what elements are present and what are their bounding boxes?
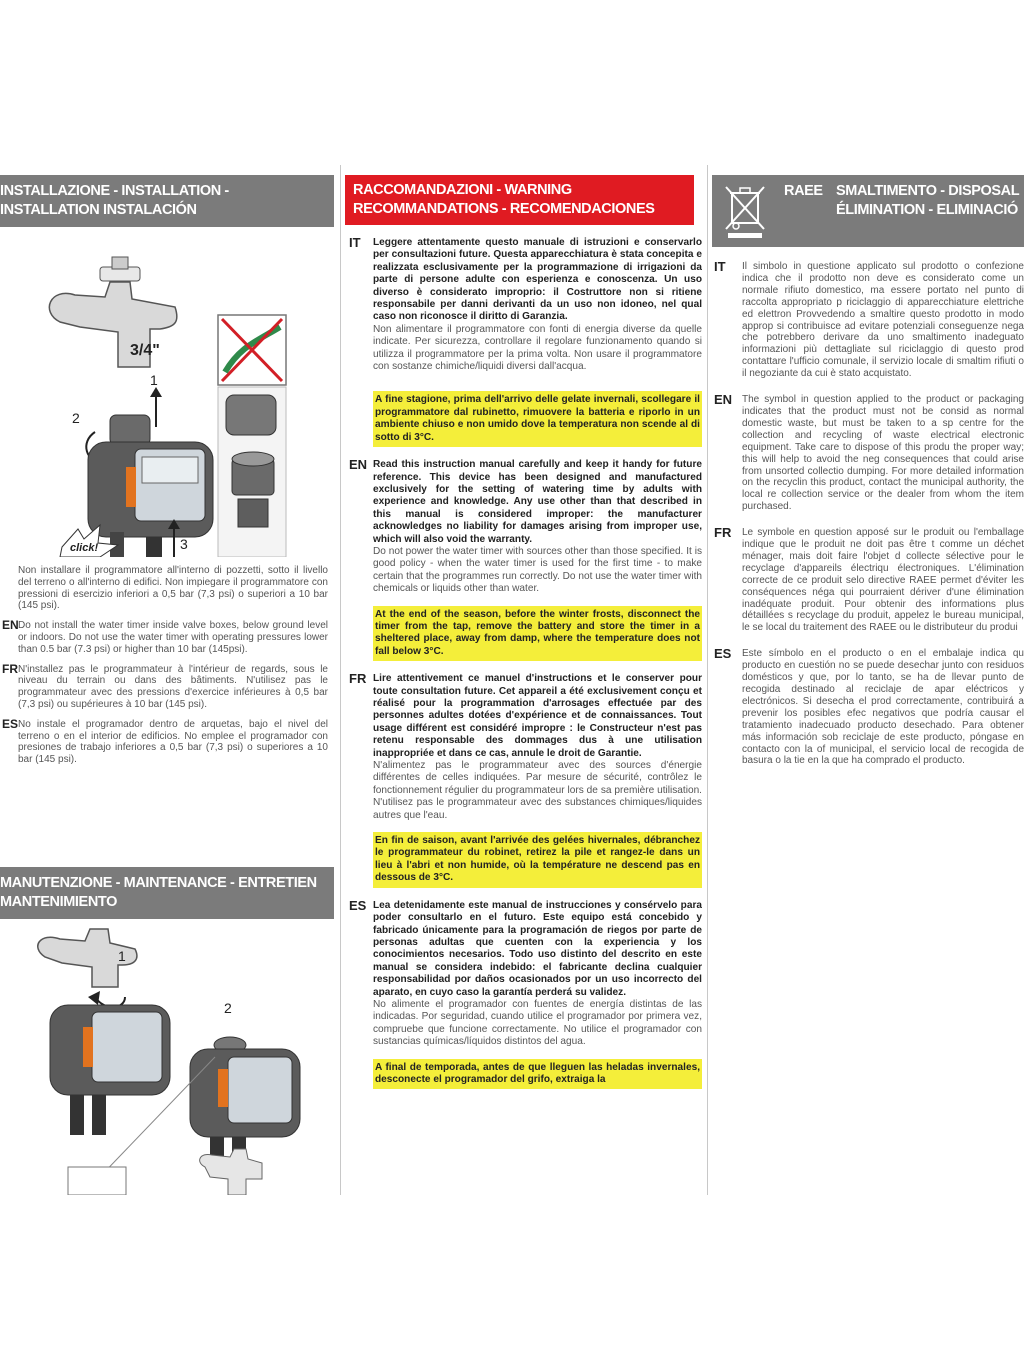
lang-code: EN [714, 392, 733, 408]
warning-header [345, 175, 694, 225]
note-it [0, 565, 334, 612]
lang-code: IT [349, 235, 361, 250]
lang-code: IT [714, 259, 726, 274]
disposal-en [712, 394, 1024, 513]
warning-es [345, 897, 702, 1090]
maintenance-illustration [0, 917, 334, 1195]
warning-light-text: Non alimentare il programmatore con fonti di energia diverse da quelle indicate. Per sicurezza, controllare il regolare funzionamento quando si utilizza il programmatore per la prima volta. Non usare il programmatore con sostanze chimiche/liquidi diversi dall'acqua. [373, 323, 702, 373]
lang-code: EN [349, 457, 368, 473]
raee-label: RAEE [784, 183, 823, 199]
water-timer-icon [88, 415, 213, 557]
warning-bold-text: Leggere attentamente questo manuale di istruzioni e conservarlo per consultazioni future. Questa apparecchiatura è stata concepita e realizzata esclusivamente per la programmazione di irrigazioni da parte di persone adulte con esperienza e conoscenza. Un uso diverso è considerato improprio: il Costruttore non si ritiene responsabile per danni derivanti da un uso non idoneo, nel qual caso non riconosce il diritto di Garanzia. [373, 237, 702, 323]
warning-bold-text: Lire attentivement ce manuel d'instructions et le conserver pour toute consultation future. Cet appareil a été exclusivement conçu et réalisé pour la programmation d'arrosages effectuée par des personnes adultes dotées d'expérience et de connaissances. Tout usage différent est considéré impropre : le Constructeur n'est pas retenu responsable des dommages dus à une utilisation inappropriée et dans ce cas, annule le droit de Garantie. [373, 673, 702, 759]
note-en [0, 620, 334, 655]
disposal-fr [712, 527, 1024, 634]
warning-fr [345, 673, 702, 888]
lang-code: FR [349, 671, 367, 687]
warning-bold-text: Lea detenidamente este manual de instrucciones y consérvelo para poder consultarlo en el futuro. Este equipo está concebido y fabricado únicamente para la programación de riegos por parte de personas adultas que cuenten con la experiencia y los conocimientos necesarios. Todo uso distinto del descrito en este manual se considera indebido: el fabricante declina cualquier responsabilidad por daños ocasionados por un uso incorrecto del aparato, en cuyo caso la garantía perderá su validez. [373, 899, 702, 998]
installation-header: INSTALLAZIONE - INSTALLATION - INSTALLATION INSTALACIÓN [0, 175, 334, 227]
warning-it [345, 237, 702, 447]
maintenance-figure [0, 917, 334, 1195]
maint-step-2-label: 2 [224, 1000, 232, 1016]
disposal-text: Le symbole en question apposé sur le produit ou l'emballage indique que le produit ne doit pas être t comme un déchet ménager, mais doit faire l'objet d collecte sélective pour le recyclage d'appareils électriqu électroniques. L'élimination correcte de ce produit selo directive RAEE permet d'éviter les conséquences néga qui pourraient dériver d'une élimination inadéquate produit. Pour obtenir des informations plus détaillées s recyclage du produit, appelez le bureau municipal, le se local du traitement des RAEE ou le distributeur du produi [742, 527, 1024, 634]
disposal-text: Il simbolo in questione applicato sul prodotto o confezione indica che il prodotto non deve es considerato come un normale rifiuto domestico, ma essere portato nel punto di raccolta appropriato p riciclaggio di apparecchiature elettriche ed elettron Provvedendo a smaltire questo prodotto in modo approp si contribuisce ad evitare potenziali conseguenze nega che potrebbero derivare da uno smaltimento inadeguato informazioni più dettagliate sul riciclaggio di questo prod contattare l'ufficio comunale, il servizio locale di smaltim rifiuti o il negoziante da cui è stato acquistato. [742, 261, 1024, 380]
lang-code: EN [2, 618, 19, 633]
warning-light-text: Do not power the water timer with sources other than those specified. It is good policy - when the water timer is used for the first time - to make certain that the programmes run correctly. Do not use the water timer with chemicals or liquids other than water. [373, 545, 702, 595]
no-hose-icon [218, 315, 286, 385]
installation-notes [0, 565, 334, 766]
disposal-header [712, 175, 1024, 247]
crossed-bin-icon [722, 183, 770, 239]
installation-illustration [0, 227, 334, 557]
warning-light-text: No alimente el programador con fuentes de energía distintas de las indicadas. Por seguridad, cuando utilice el programador por primera vez, compruebe que funcione correctamente. No utilice el programador con sustancias químicas/líquidos distintos del agua. [373, 998, 702, 1048]
disposal-title [836, 182, 1019, 220]
column-divider [340, 165, 341, 1195]
installation-figure [0, 227, 334, 557]
column-divider [707, 165, 708, 1195]
disposal-it [712, 261, 1024, 380]
tap-icon [200, 1149, 262, 1195]
warning-en [345, 459, 702, 661]
lang-code: ES [349, 897, 367, 913]
maintenance-header: MANUTENZIONE - MAINTENANCE - ENTRETIEN MANTENIMIENTO [0, 867, 334, 919]
warning-highlight: En fin de saison, avant l'arrivée des gelées hivernales, débranchez le programmateur du robinet, retirez la pile et rangez-le dans un lieu à l'abri et non humide, où la température ne descend pas en dessous de 3°C. [373, 832, 702, 888]
disposal-header-line1: SMALTIMENTO - DISPOSAL [836, 183, 1020, 199]
note-text: Do not install the water timer inside valve boxes, below ground level or indoors. Do not use the water timer with operating pressures lower than 0.5 bar (7.3 psi) or higher than 10 bar (145psi). [18, 620, 328, 655]
instruction-sheet [0, 165, 1024, 1195]
warning-header-line2: RECOMMANDATIONS - RECOMENDACIONES [353, 201, 655, 217]
lang-code: FR [2, 661, 18, 676]
warning-header-line1: RACCOMANDAZIONI - WARNING [353, 182, 572, 198]
warning-highlight: A fine stagione, prima dell'arrivo delle gelate invernali, scollegare il programmatore dal rubinetto, rimuovere la batteria e riporlo in un ambiente chiuso e non umido dove la temperatura non scende al di sotto di 3°C. [373, 391, 702, 447]
note-es [0, 716, 334, 766]
step-2-label: 2 [72, 410, 80, 426]
adapter-detail-icon [218, 387, 286, 557]
disposal-text: The symbol in question applied to the product or packaging indicates that the product must not be consid as normal domestic waste, but must be taken to a sp centre for the collection and recycling of waste electrical electronic equipment. Take care to dispose of this produ the proper way; this will help to avoid the neg consequences that could arise from unsorted collectio dumping. For more detailed information on the recyclin this product, contact the municipal authority, the local re collection service or the dealer from whom the item purchased. [742, 394, 1024, 513]
note-text: N'installez pas le programmateur à l'intérieur de regards, sous le niveau du terrain ou dans des bâtiments. N'utilisez pas le programmateur avec des pressions d'exercice inférieures à 0,5 bar (7,3 psi) ou supérieures à 10 bar (145 psi). [18, 663, 328, 710]
lang-code: FR [714, 525, 732, 541]
warning-bold-text: Read this instruction manual carefully and keep it handy for future reference. This device has been designed and manufactured exclusively for the setting of watering time by adults with experience and knowledge. Any use other than that described in this manual is considered improper: the manufacturer acknowledges no liability for damages arising from improper use, which will also void the warranty. [373, 459, 702, 545]
size-label: 3/4" [130, 342, 160, 359]
warning-highlight: At the end of the season, before the winter frosts, disconnect the timer from the tap, remove the battery and store the timer in a sheltered place, away from damp, where the temperature does not fall below 3°C. [373, 606, 702, 662]
step-1-label: 1 [150, 372, 158, 388]
lang-code: ES [2, 716, 19, 731]
disposal-es [712, 648, 1024, 767]
disposal-header-line2: ÉLIMINATION - ELIMINACIÓ [836, 202, 1018, 218]
warning-light-text: N'alimentez pas le programmateur avec des sources d'énergie différentes de celles indiquées. Par mesure de sécurité, contrôlez le fonctionnement régulier du programmateur lors de sa première utilisation. N'utilisez pas le programmateur avec des substances chimiques/liquides autres que l'eau. [373, 760, 702, 821]
maint-step-1-label: 1 [118, 948, 126, 964]
disposal-text: Este símbolo en el producto o en el embalaje indica qu producto en cuestión no se puede desechar junto con residuos domésticos y que, por lo tanto, se ha de llevar punto de recogida destinado al reciclaje de apar eléctricos y electrónicos. Si desecha el prod correctamente, contribuirá a prevenir los posibles efec negativos que podría causar el tratamiento inadecuado producto desechado. Para obtener más información sob reciclaje de este producto, póngase en contacto con la of municipal, el servicio local de recogida de basura o la tie en la que ha comprado el producto. [742, 648, 1024, 767]
warning-column [345, 165, 702, 1195]
step-3-label: 3 [180, 536, 188, 552]
disposal-column [712, 165, 1024, 1195]
lang-code: ES [714, 646, 732, 662]
installation-column [0, 165, 334, 1195]
water-timer-icon [50, 1005, 170, 1135]
warning-highlight: A final de temporada, antes de que lleguen las heladas invernales, desconecte el programador del grifo, extraiga la [373, 1059, 702, 1090]
note-fr [0, 661, 334, 711]
note-text: No instale el programador dentro de arquetas, bajo el nivel del terreno o en el interior de edificios. No emplee el programador con presiones de trabajo inferiores a 0,5 bar (7,3 psi) o superiores a 10 bar (145 psi). [18, 718, 328, 766]
click-label: click! [70, 542, 99, 554]
note-text: Non installare il programmatore all'interno di pozzetti, sotto il livello del terreno o all'interno di edifici. Non impiegare il programmatore con pressioni di esercizio inferiori a 0,5 bar (7,3 psi) o superiori a 10 bar (145 psi). [18, 565, 328, 612]
